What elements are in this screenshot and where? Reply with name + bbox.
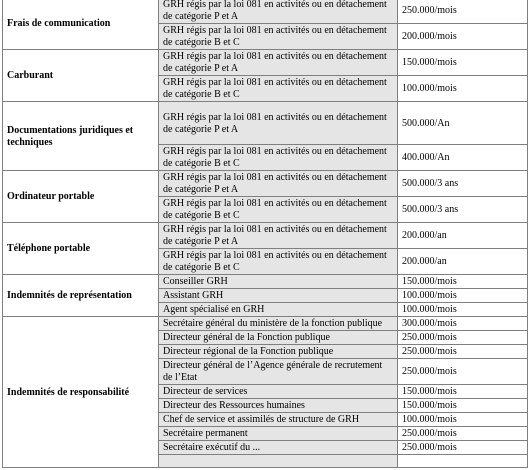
beneficiary-cell: Directeur de services — [159, 385, 398, 399]
amount-cell: 150.000/mois — [398, 399, 528, 413]
table-row — [3, 50, 528, 76]
beneficiary-cell: Conseiller GRH — [159, 275, 398, 289]
beneficiary-cell: GRH régis par la loi 081 en activités ou en détachement de catégorie B et C — [159, 145, 398, 171]
amount-cell: 250.000/mois — [398, 331, 528, 345]
table-row — [3, 223, 528, 249]
table-row — [3, 275, 528, 289]
amount-cell: 250.000/mois — [398, 441, 528, 455]
beneficiary-cell: GRH régis par la loi 081 en activités ou en détachement de catégorie P et A — [159, 223, 398, 249]
table-row — [3, 317, 528, 331]
beneficiary-cell: GRH régis par la loi 081 en activités ou en détachement de catégorie P et A — [159, 102, 398, 145]
beneficiary-cell: GRH régis par la loi 081 en activités ou en détachement de catégorie P et A — [159, 171, 398, 197]
amount-cell: 300.000/mois — [398, 317, 528, 331]
beneficiary-cell: Assistant GRH — [159, 289, 398, 303]
beneficiary-cell: GRH régis par la loi 081 en activités ou en détachement de catégorie P et A — [159, 0, 398, 24]
beneficiary-cell: Directeur général de la Fonction publique — [159, 331, 398, 345]
beneficiary-cell: GRH régis par la loi 081 en activités ou en détachement de catégorie B et C — [159, 76, 398, 102]
beneficiary-cell: GRH régis par la loi 081 en activités ou en détachement de catégorie B et C — [159, 197, 398, 223]
beneficiary-cell: GRH régis par la loi 081 en activités ou en détachement de catégorie B et C — [159, 249, 398, 275]
amount-cell: 250.000/mois — [398, 0, 528, 24]
beneficiary-cell: Directeur régional de la Fonction publique — [159, 345, 398, 359]
beneficiary-cell: Secrétaire général du ministère de la fonction publique — [159, 317, 398, 331]
amount-cell: 100.000/mois — [398, 76, 528, 102]
amount-cell: 250.000/mois — [398, 359, 528, 385]
table-row — [3, 102, 528, 145]
category-cell: Documentations juridiques et techniques — [3, 102, 159, 171]
amount-cell: 100.000/mois — [398, 413, 528, 427]
category-cell: Téléphone portable — [3, 223, 159, 275]
beneficiary-cell: Secrétaire exécutif du ... — [159, 441, 398, 455]
beneficiary-cell: Directeur des Ressources humaines — [159, 399, 398, 413]
amount-cell: 500.000/3 ans — [398, 197, 528, 223]
amount-cell — [398, 455, 528, 468]
table-row — [3, 0, 528, 24]
category-cell: Indemnités de responsabilité — [3, 317, 159, 468]
table-row — [3, 171, 528, 197]
category-cell: Ordinateur portable — [3, 171, 159, 223]
amount-cell: 200.000/an — [398, 223, 528, 249]
category-cell: Carburant — [3, 50, 159, 102]
beneficiary-cell: Secrétaire permanent — [159, 427, 398, 441]
beneficiary-cell: Agent spécialisé en GRH — [159, 303, 398, 317]
benefits-table-body — [3, 0, 528, 468]
amount-cell: 100.000/mois — [398, 289, 528, 303]
amount-cell: 200.000/an — [398, 249, 528, 275]
amount-cell: 500.000/3 ans — [398, 171, 528, 197]
benefits-table — [2, 0, 528, 468]
amount-cell: 250.000/mois — [398, 345, 528, 359]
beneficiary-cell: GRH régis par la loi 081 en activités ou en détachement de catégorie P et A — [159, 50, 398, 76]
amount-cell: 150.000/mois — [398, 50, 528, 76]
category-cell: Indemnités de représentation — [3, 275, 159, 317]
beneficiary-cell: Chef de service et assimilés de structure de GRH — [159, 413, 398, 427]
amount-cell: 150.000/mois — [398, 275, 528, 289]
beneficiary-cell: GRH régis par la loi 081 en activités ou en détachement de catégorie B et C — [159, 24, 398, 50]
beneficiary-cell: Directeur général de l’Agence générale de recrutement de l’Etat — [159, 359, 398, 385]
amount-cell: 150.000/mois — [398, 385, 528, 399]
amount-cell: 400.000/An — [398, 145, 528, 171]
amount-cell: 100.000/mois — [398, 303, 528, 317]
amount-cell: 200.000/mois — [398, 24, 528, 50]
beneficiary-cell — [159, 455, 398, 468]
amount-cell: 250.000/mois — [398, 427, 528, 441]
amount-cell: 500.000/An — [398, 102, 528, 145]
category-cell: Frais de communication — [3, 0, 159, 50]
